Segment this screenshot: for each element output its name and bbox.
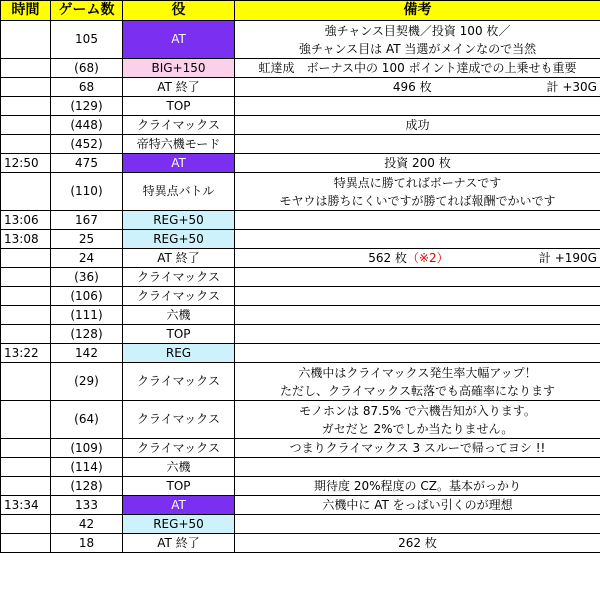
table-row bbox=[1, 439, 600, 458]
cell-games: (128) bbox=[51, 477, 123, 496]
cell-role: 六機 bbox=[123, 458, 235, 477]
cell-games: 133 bbox=[51, 496, 123, 515]
cell-note bbox=[235, 439, 600, 458]
table-row bbox=[1, 59, 600, 78]
cell-time bbox=[1, 306, 51, 325]
table-row bbox=[1, 306, 600, 325]
cell-role: 帝特六機モード bbox=[123, 135, 235, 154]
note-amount: 562 枚 bbox=[368, 250, 407, 265]
header-note: 備考 bbox=[235, 1, 600, 21]
cell-note bbox=[235, 534, 600, 553]
note-main-group bbox=[393, 80, 432, 95]
table-row bbox=[1, 458, 600, 477]
table-row bbox=[1, 230, 600, 249]
cell-role: REG+50 bbox=[123, 230, 235, 249]
log-body bbox=[1, 21, 600, 553]
cell-note bbox=[235, 477, 600, 496]
table-row bbox=[1, 249, 600, 268]
cell-role: 六機 bbox=[123, 306, 235, 325]
cell-role: クライマックス bbox=[123, 439, 235, 458]
cell-role: AT 終了 bbox=[123, 534, 235, 553]
cell-games: 105 bbox=[51, 21, 123, 59]
header-row bbox=[1, 1, 600, 21]
cell-note bbox=[235, 173, 600, 211]
cell-role: TOP bbox=[123, 325, 235, 344]
cell-note bbox=[235, 59, 600, 78]
cell-note bbox=[235, 363, 600, 401]
cell-role: AT bbox=[123, 496, 235, 515]
cell-note bbox=[235, 458, 600, 477]
cell-time bbox=[1, 97, 51, 116]
note-line: モノホンは 87.5% で六機告知が入ります。 bbox=[299, 403, 536, 418]
note-summary bbox=[238, 80, 597, 95]
cell-note bbox=[235, 287, 600, 306]
cell-games: (109) bbox=[51, 439, 123, 458]
cell-games: (448) bbox=[51, 116, 123, 135]
cell-role: BIG+150 bbox=[123, 59, 235, 78]
cell-time bbox=[1, 116, 51, 135]
cell-games: 167 bbox=[51, 211, 123, 230]
cell-games: (106) bbox=[51, 287, 123, 306]
note-spacer bbox=[238, 80, 278, 95]
note-total: 計 +30G bbox=[546, 79, 597, 94]
cell-role: クライマックス bbox=[123, 401, 235, 439]
cell-role: REG+50 bbox=[123, 515, 235, 534]
note-amount: 496 枚 bbox=[392, 79, 432, 94]
note-line: ただし、クライマックス転落でも高確率になります bbox=[279, 383, 556, 398]
table-row bbox=[1, 21, 600, 59]
header-time: 時間 bbox=[1, 1, 51, 21]
cell-note bbox=[235, 97, 600, 116]
cell-role: AT 終了 bbox=[123, 78, 235, 97]
cell-games: (129) bbox=[51, 97, 123, 116]
cell-time bbox=[1, 439, 51, 458]
note-summary bbox=[238, 251, 597, 266]
cell-role: TOP bbox=[123, 97, 235, 116]
table-row bbox=[1, 344, 600, 363]
note-line: 262 枚 bbox=[398, 536, 437, 550]
cell-games: (111) bbox=[51, 306, 123, 325]
table-row bbox=[1, 496, 600, 515]
note-line: 期待度 20%程度の CZ。基本がっかり bbox=[314, 479, 521, 493]
table-row bbox=[1, 534, 600, 553]
cell-time bbox=[1, 135, 51, 154]
cell-games: 24 bbox=[51, 249, 123, 268]
cell-games: (68) bbox=[51, 59, 123, 78]
cell-time bbox=[1, 363, 51, 401]
cell-note bbox=[235, 344, 600, 363]
cell-note bbox=[235, 249, 600, 268]
note-total: 計 +190G bbox=[538, 250, 597, 265]
cell-time: 13:06 bbox=[1, 211, 51, 230]
table-row bbox=[1, 268, 600, 287]
note-main-group bbox=[368, 251, 448, 266]
cell-role: 特異点バトル bbox=[123, 173, 235, 211]
cell-time bbox=[1, 78, 51, 97]
cell-note bbox=[235, 401, 600, 439]
cell-time bbox=[1, 268, 51, 287]
cell-time bbox=[1, 249, 51, 268]
cell-note bbox=[235, 78, 600, 97]
table-row bbox=[1, 135, 600, 154]
cell-games: (110) bbox=[51, 173, 123, 211]
cell-time bbox=[1, 59, 51, 78]
cell-games: (64) bbox=[51, 401, 123, 439]
cell-games: (36) bbox=[51, 268, 123, 287]
cell-role: REG+50 bbox=[123, 211, 235, 230]
cell-note bbox=[235, 135, 600, 154]
table-row bbox=[1, 477, 600, 496]
cell-time bbox=[1, 477, 51, 496]
cell-note bbox=[235, 306, 600, 325]
cell-note bbox=[235, 496, 600, 515]
note-line: モヤウは勝ちにくいですが勝てれば報酬でかいです bbox=[279, 193, 556, 208]
cell-time bbox=[1, 21, 51, 59]
note-line: つまりクライマックス 3 スルーで帰ってヨシ !! bbox=[289, 441, 546, 455]
note-mark: （※2） bbox=[406, 250, 449, 265]
table-row bbox=[1, 116, 600, 135]
header-games: ゲーム数 bbox=[51, 1, 123, 21]
cell-note bbox=[235, 21, 600, 59]
header-role: 役 bbox=[123, 1, 235, 21]
cell-time: 13:22 bbox=[1, 344, 51, 363]
table-row bbox=[1, 211, 600, 230]
cell-role: AT 終了 bbox=[123, 249, 235, 268]
note-line: ガセだと 2%でしか当たりません。 bbox=[321, 421, 514, 436]
cell-time bbox=[1, 515, 51, 534]
cell-games: (29) bbox=[51, 363, 123, 401]
table-row bbox=[1, 97, 600, 116]
cell-time bbox=[1, 287, 51, 306]
cell-games: 42 bbox=[51, 515, 123, 534]
cell-games: 68 bbox=[51, 78, 123, 97]
cell-games: (452) bbox=[51, 135, 123, 154]
table-row bbox=[1, 173, 600, 211]
cell-note bbox=[235, 116, 600, 135]
cell-role: AT bbox=[123, 154, 235, 173]
table-row bbox=[1, 287, 600, 306]
cell-note bbox=[235, 211, 600, 230]
cell-games: (128) bbox=[51, 325, 123, 344]
cell-role: クライマックス bbox=[123, 116, 235, 135]
table-row bbox=[1, 401, 600, 439]
cell-games: 142 bbox=[51, 344, 123, 363]
cell-role: クライマックス bbox=[123, 287, 235, 306]
cell-role: クライマックス bbox=[123, 363, 235, 401]
note-line: 強チャンス目契機／投資 100 枚／ bbox=[324, 23, 511, 38]
note-line: 特異点に勝てればボーナスです bbox=[333, 175, 502, 190]
cell-time bbox=[1, 458, 51, 477]
table-row bbox=[1, 515, 600, 534]
table-row bbox=[1, 78, 600, 97]
note-line: 投資 200 枚 bbox=[384, 156, 451, 170]
cell-time bbox=[1, 401, 51, 439]
cell-games: 18 bbox=[51, 534, 123, 553]
cell-games: 25 bbox=[51, 230, 123, 249]
cell-time bbox=[1, 534, 51, 553]
note-line: 成功 bbox=[405, 118, 430, 132]
cell-time bbox=[1, 325, 51, 344]
cell-note bbox=[235, 325, 600, 344]
cell-note bbox=[235, 268, 600, 287]
cell-note bbox=[235, 230, 600, 249]
note-line: 六機中はクライマックス発生率大幅アップ！ bbox=[298, 365, 537, 380]
note-line: 虹達成 ボーナス中の 100 ポイント達成での上乗せも重要 bbox=[258, 61, 577, 75]
table-row bbox=[1, 154, 600, 173]
cell-note bbox=[235, 154, 600, 173]
cell-role: AT bbox=[123, 21, 235, 59]
table-row bbox=[1, 325, 600, 344]
cell-role: REG bbox=[123, 344, 235, 363]
cell-role: クライマックス bbox=[123, 268, 235, 287]
note-line: 強チャンス目は AT 当選がメインなので当然 bbox=[298, 41, 537, 56]
cell-time: 13:08 bbox=[1, 230, 51, 249]
cell-time: 13:34 bbox=[1, 496, 51, 515]
cell-games: 475 bbox=[51, 154, 123, 173]
table-row bbox=[1, 363, 600, 401]
cell-time: 12:50 bbox=[1, 154, 51, 173]
note-line: 六機中に AT をっぱい引くのが理想 bbox=[322, 498, 513, 512]
cell-games: (114) bbox=[51, 458, 123, 477]
cell-role: TOP bbox=[123, 477, 235, 496]
cell-note bbox=[235, 515, 600, 534]
cell-time bbox=[1, 173, 51, 211]
note-spacer bbox=[238, 251, 278, 266]
